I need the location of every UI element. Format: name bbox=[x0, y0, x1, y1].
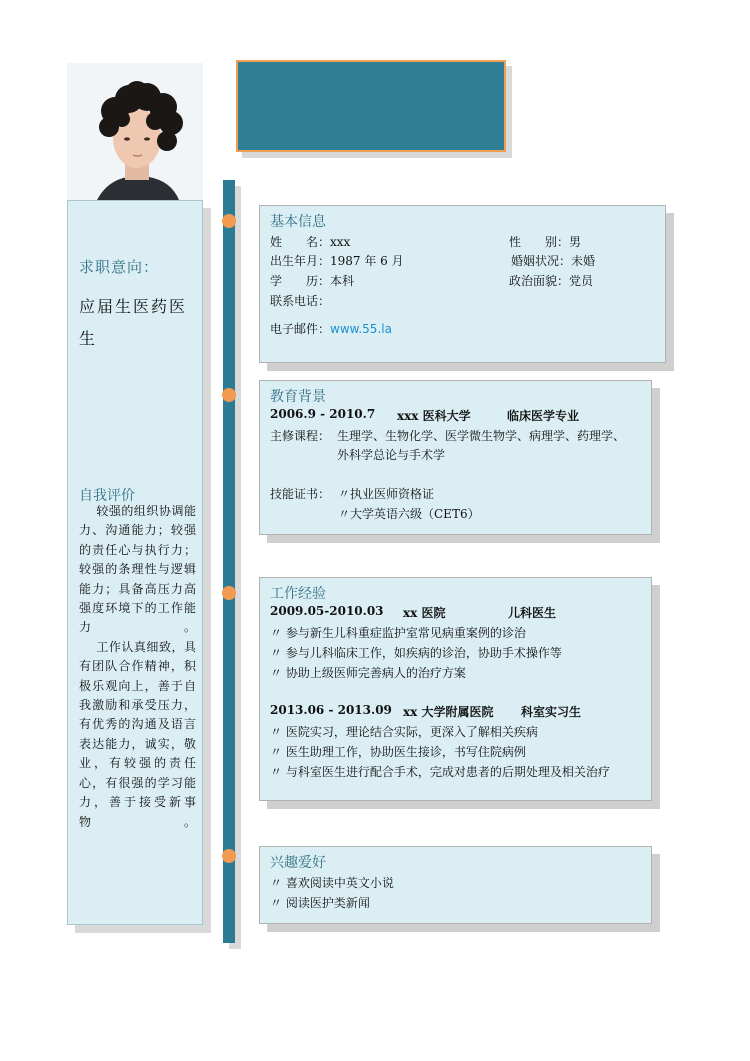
political-row bbox=[509, 272, 593, 289]
birth-value: 1987 年 6 月 bbox=[330, 254, 404, 268]
job-period: 2009.05-2010.03 bbox=[270, 604, 384, 618]
job-duty: 〃 医生助理工作，协助医生接诊，书写住院病例 bbox=[270, 745, 526, 759]
phone-label: 联系电话： bbox=[270, 294, 331, 308]
self-evaluation-text: 较强的组织协调能力、沟通能力；较强的责任心与执行力；较强的条理性与逻辑能力；具备高压力高强度环境下的工作能力。 工作认真细致，具有团队合作精神，积极乐观向上，善于自我激励和承受压力，有优秀的沟通及语言表达能力，诚实，敬业，有较强的责任心，有很强的学习能力，善于接受新事物。 bbox=[79, 504, 196, 829]
education-period: 2006.9 - 2010.7 bbox=[270, 407, 376, 421]
timeline-dot-work bbox=[222, 586, 236, 600]
objective-value: 应届生医药医生 bbox=[79, 297, 188, 348]
name-label: 姓 名： bbox=[270, 235, 331, 249]
profile-photo bbox=[67, 63, 203, 200]
work-title: 工作经验 bbox=[270, 586, 326, 602]
job-duty: 〃 与科室医生进行配合手术，完成对患者的后期处理及相关治疗 bbox=[270, 765, 610, 779]
marital-label: 婚姻状况： bbox=[511, 254, 572, 268]
timeline-dot-education bbox=[222, 388, 236, 402]
birth-label: 出生年月： bbox=[270, 254, 331, 268]
timeline-dot-basic bbox=[222, 214, 236, 228]
hobbies-title: 兴趣爱好 bbox=[270, 855, 326, 871]
email-row bbox=[270, 320, 392, 337]
education-school: xxx 医科大学 bbox=[397, 409, 471, 423]
avatar bbox=[67, 63, 203, 200]
gender-row bbox=[509, 233, 581, 250]
timeline-dot-hobbies bbox=[222, 849, 236, 863]
timeline-bar bbox=[223, 180, 235, 943]
cert-label: 技能证书： bbox=[270, 487, 331, 501]
political-value: 党员 bbox=[569, 274, 594, 288]
education-major: 临床医学专业 bbox=[507, 409, 580, 423]
hobby-item: 〃 喜欢阅读中英文小说 bbox=[270, 876, 394, 890]
political-label: 政治面貌： bbox=[509, 274, 570, 288]
education-level-value: 本科 bbox=[330, 274, 355, 288]
email-link[interactable]: www.55.la bbox=[330, 322, 392, 336]
marital-value: 未婚 bbox=[571, 254, 596, 268]
job-org: xx 大学附属医院 bbox=[403, 705, 494, 719]
name-row bbox=[270, 233, 350, 250]
marital-row bbox=[511, 252, 595, 269]
gender-label: 性 别： bbox=[509, 235, 570, 249]
job-duty: 〃 协助上级医师完善病人的治疗方案 bbox=[270, 666, 466, 680]
basic-info-title: 基本信息 bbox=[270, 214, 326, 230]
job-duty: 〃 参与儿科临床工作，如疾病的诊治，协助手术操作等 bbox=[270, 646, 562, 660]
gender-value: 男 bbox=[569, 235, 582, 249]
job-duty: 〃 医院实习，理论结合实际，更深入了解相关疾病 bbox=[270, 725, 538, 739]
cert-item: 〃执业医师资格证 bbox=[338, 487, 435, 501]
objective-title: 求职意向： bbox=[79, 258, 160, 276]
birth-row bbox=[270, 252, 404, 269]
job-role: 科室实习生 bbox=[521, 705, 582, 719]
education-level-label: 学 历： bbox=[270, 274, 331, 288]
job-period: 2013.06 - 2013.09 bbox=[270, 703, 392, 717]
self-evaluation-title: 自我评价 bbox=[79, 488, 135, 504]
name-value: xxx bbox=[330, 235, 351, 249]
courses-line-2: 外科学总论与手术学 bbox=[337, 448, 446, 462]
email-label: 电子邮件： bbox=[270, 322, 331, 336]
courses-line-1: 生理学、生物化学、医学微生物学、病理学、药理学、 bbox=[337, 429, 626, 443]
education-level-row bbox=[270, 272, 354, 289]
header-banner bbox=[236, 60, 506, 152]
hobby-item: 〃 阅读医护类新闻 bbox=[270, 896, 370, 910]
courses-label: 主修课程： bbox=[270, 429, 331, 443]
job-duty: 〃 参与新生儿科重症监护室常见病重案例的诊治 bbox=[270, 626, 526, 640]
cert-item: 〃大学英语六级（CET6） bbox=[338, 507, 480, 521]
job-role: 儿科医生 bbox=[508, 606, 557, 620]
education-title: 教育背景 bbox=[270, 389, 326, 405]
job-org: xx 医院 bbox=[403, 606, 446, 620]
